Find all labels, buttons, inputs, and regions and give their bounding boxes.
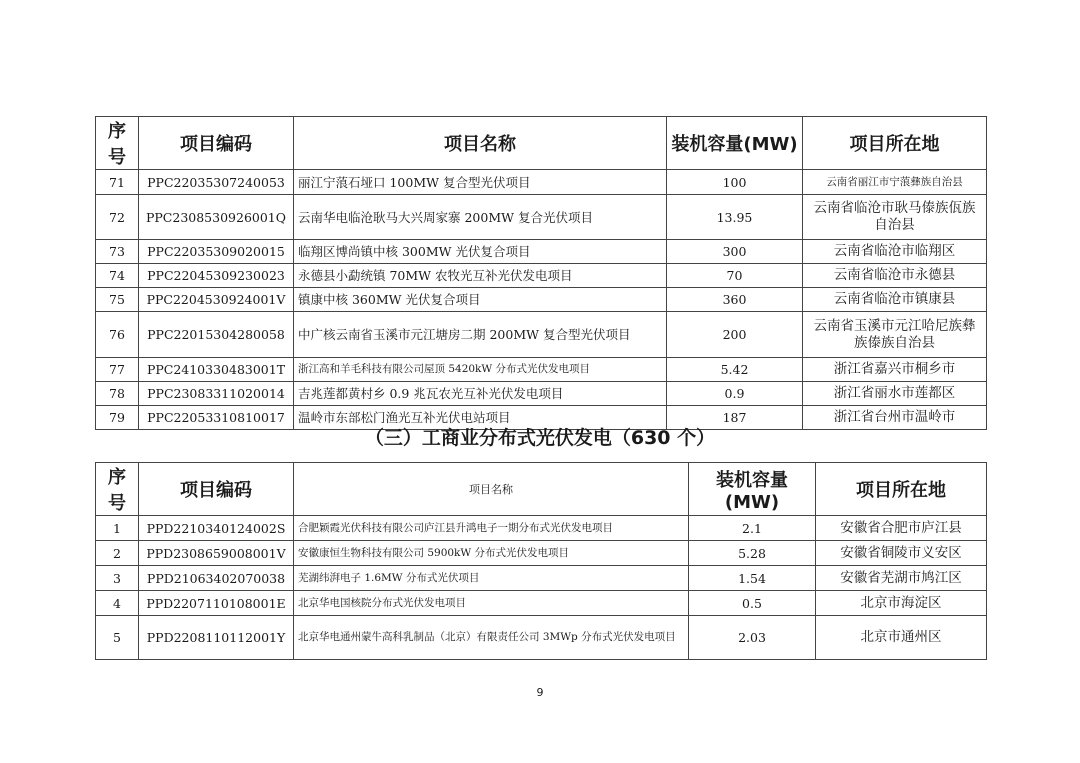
cell-location: 北京市通州区 — [816, 616, 987, 660]
cell-seq: 74 — [96, 264, 139, 288]
cell-name: 永德县小勐统镇 70MW 农牧光互补光伏发电项目 — [294, 264, 667, 288]
cell-name: 合肥颖霞光伏科技有限公司庐江县升鸿电子一期分布式光伏发电项目 — [294, 516, 689, 541]
cell-capacity: 0.9 — [667, 382, 803, 406]
project-table-1 — [95, 116, 987, 430]
page-number: 9 — [536, 686, 544, 699]
cell-code: PPC23083311020014 — [139, 382, 294, 406]
cell-capacity: 187 — [667, 406, 803, 430]
table-row — [96, 566, 987, 591]
cell-location: 云南省临沧市临翔区 — [803, 240, 987, 264]
cell-name: 云南华电临沧耿马大兴周家寨 200MW 复合光伏项目 — [294, 195, 667, 240]
cell-seq: 2 — [96, 541, 139, 566]
cell-code: PPD2208110112001Y — [139, 616, 294, 660]
header-capacity: 装机容量(MW) — [667, 117, 803, 170]
cell-location: 安徽省铜陵市义安区 — [816, 541, 987, 566]
table-row — [96, 541, 987, 566]
cell-location: 云南省临沧市永德县 — [803, 264, 987, 288]
table-row — [96, 288, 987, 312]
cell-code: PPC2410330483001T — [139, 358, 294, 382]
cell-name: 北京华电通州蒙牛高科乳制品（北京）有限责任公司 3MWp 分布式光伏发电项目 — [294, 616, 689, 660]
cell-code: PPC22053310810017 — [139, 406, 294, 430]
cell-location: 云南省玉溪市元江哈尼族彝族傣族自治县 — [803, 312, 987, 358]
cell-location: 云南省临沧市耿马傣族佤族自治县 — [803, 195, 987, 240]
cell-capacity: 200 — [667, 312, 803, 358]
table-row — [96, 312, 987, 358]
cell-seq: 5 — [96, 616, 139, 660]
table-header-row — [96, 117, 987, 170]
cell-location: 安徽省芜湖市鸠江区 — [816, 566, 987, 591]
header-location: 项目所在地 — [803, 117, 987, 170]
header-location: 项目所在地 — [816, 463, 987, 516]
cell-seq: 71 — [96, 170, 139, 195]
table-header-row — [96, 463, 987, 516]
cell-code: PPD2210340124002S — [139, 516, 294, 541]
cell-capacity: 70 — [667, 264, 803, 288]
cell-seq: 4 — [96, 591, 139, 616]
section-title: （三）工商业分布式光伏发电（630 个） — [364, 427, 716, 449]
cell-capacity: 13.95 — [667, 195, 803, 240]
cell-seq: 79 — [96, 406, 139, 430]
table-row — [96, 591, 987, 616]
cell-name: 北京华电国核院分布式光伏发电项目 — [294, 591, 689, 616]
cell-code: PPD2207110108001E — [139, 591, 294, 616]
cell-seq: 72 — [96, 195, 139, 240]
header-code: 项目编码 — [139, 117, 294, 170]
cell-code: PPD21063402070038 — [139, 566, 294, 591]
cell-seq: 75 — [96, 288, 139, 312]
cell-seq: 73 — [96, 240, 139, 264]
table-row — [96, 264, 987, 288]
cell-capacity: 5.28 — [689, 541, 816, 566]
cell-code: PPC22015304280058 — [139, 312, 294, 358]
cell-location: 浙江省丽水市莲都区 — [803, 382, 987, 406]
cell-capacity: 1.54 — [689, 566, 816, 591]
cell-name: 安徽康恒生物科技有限公司 5900kW 分布式光伏发电项目 — [294, 541, 689, 566]
cell-capacity: 100 — [667, 170, 803, 195]
cell-capacity: 0.5 — [689, 591, 816, 616]
cell-name: 临翔区博尚镇中核 300MW 光伏复合项目 — [294, 240, 667, 264]
cell-code: PPC22035307240053 — [139, 170, 294, 195]
cell-capacity: 300 — [667, 240, 803, 264]
cell-name: 吉兆莲都黄村乡 0.9 兆瓦农光互补光伏发电项目 — [294, 382, 667, 406]
cell-name: 中广核云南省玉溪市元江塘房二期 200MW 复合型光伏项目 — [294, 312, 667, 358]
table-row — [96, 240, 987, 264]
cell-seq: 1 — [96, 516, 139, 541]
table-row — [96, 170, 987, 195]
cell-name: 温岭市东部松门渔光互补光伏电站项目 — [294, 406, 667, 430]
header-capacity: 装机容量(MW) — [689, 463, 816, 516]
table-row — [96, 616, 987, 660]
cell-location: 浙江省台州市温岭市 — [803, 406, 987, 430]
cell-seq: 3 — [96, 566, 139, 591]
cell-capacity: 2.1 — [689, 516, 816, 541]
cell-name: 浙江高和羊毛科技有限公司屋顶 5420kW 分布式光伏发电项目 — [294, 358, 667, 382]
cell-location: 云南省临沧市镇康县 — [803, 288, 987, 312]
header-name: 项目名称 — [294, 117, 667, 170]
cell-capacity: 360 — [667, 288, 803, 312]
table-row — [96, 382, 987, 406]
cell-seq: 77 — [96, 358, 139, 382]
project-table-2 — [95, 462, 987, 660]
header-seq: 序号 — [96, 463, 139, 516]
cell-code: PPD2308659008001V — [139, 541, 294, 566]
table-row — [96, 358, 987, 382]
cell-code: PPC22045309230023 — [139, 264, 294, 288]
table-row — [96, 195, 987, 240]
cell-code: PPC22035309020015 — [139, 240, 294, 264]
cell-name: 芜湖纬湃电子 1.6MW 分布式光伏项目 — [294, 566, 689, 591]
header-seq: 序号 — [96, 117, 139, 170]
cell-seq: 78 — [96, 382, 139, 406]
cell-capacity: 5.42 — [667, 358, 803, 382]
cell-name: 镇康中核 360MW 光伏复合项目 — [294, 288, 667, 312]
cell-capacity: 2.03 — [689, 616, 816, 660]
table-row — [96, 516, 987, 541]
header-code: 项目编码 — [139, 463, 294, 516]
cell-code: PPC2308530926001Q — [139, 195, 294, 240]
cell-location: 浙江省嘉兴市桐乡市 — [803, 358, 987, 382]
header-name: 项目名称 — [294, 463, 689, 516]
cell-seq: 76 — [96, 312, 139, 358]
cell-code: PPC2204530924001V — [139, 288, 294, 312]
cell-name: 丽江宁蒗石垭口 100MW 复合型光伏项目 — [294, 170, 667, 195]
cell-location: 云南省丽江市宁蒗彝族自治县 — [803, 170, 987, 195]
cell-location: 北京市海淀区 — [816, 591, 987, 616]
cell-location: 安徽省合肥市庐江县 — [816, 516, 987, 541]
